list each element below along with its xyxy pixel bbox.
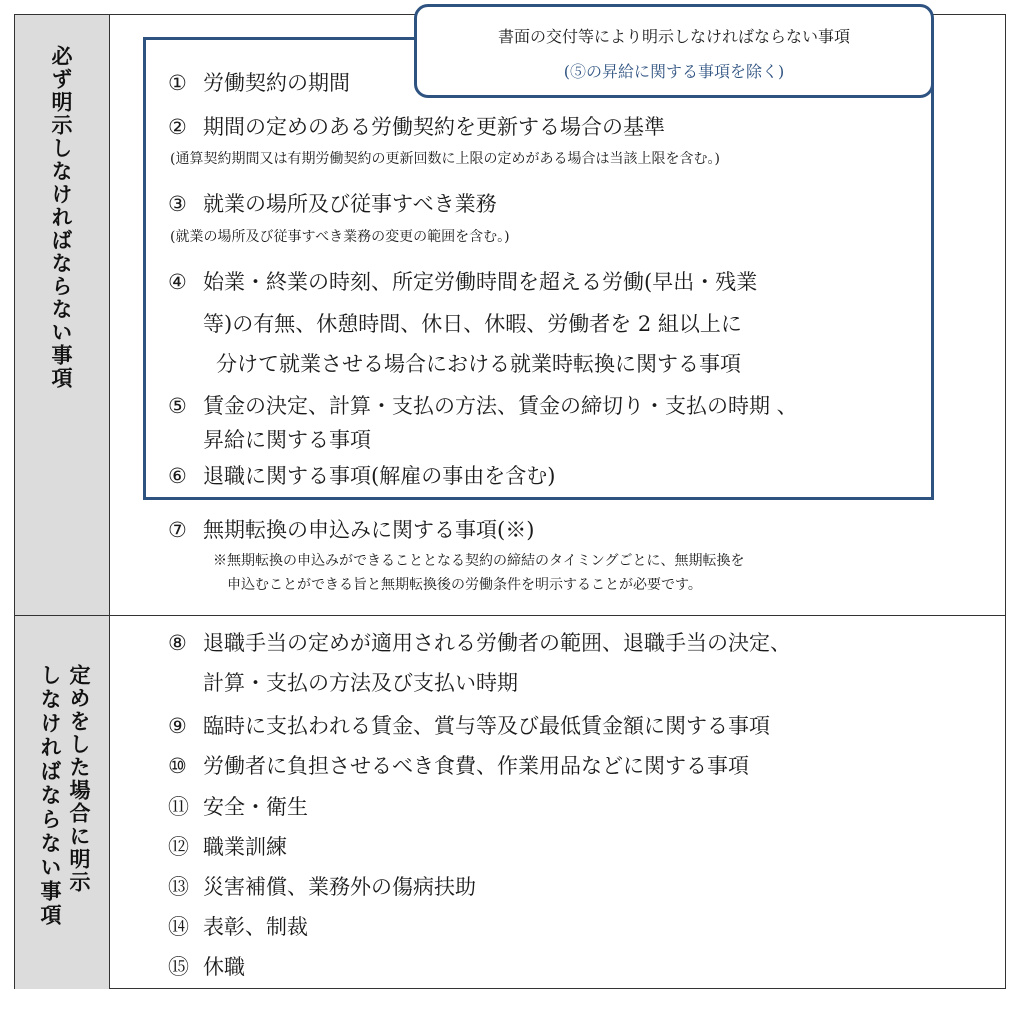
list-item: ⑮ 休職 bbox=[168, 955, 245, 979]
list-item: ⑤ 賃金の決定、計算・支払の方法、賃金の締切り・支払の時期 、 bbox=[168, 394, 798, 418]
item4-continuation-1: 等)の有無、休憩時間、休日、休暇、労働者を 2 組以上に bbox=[203, 312, 742, 336]
list-item: ⑨ 臨時に支払われる賃金、賞与等及び最低賃金額に関する事項 bbox=[168, 714, 770, 738]
list-item: ③ 就業の場所及び従事すべき業務 bbox=[168, 192, 497, 216]
header-cell-conditional bbox=[15, 616, 109, 989]
list-item: ⑪ 安全・衛生 bbox=[168, 795, 308, 819]
note-item7-line2: 申込むことができる旨と無期転換後の労働条件を明示することが必要です。 bbox=[227, 577, 702, 593]
item8-continuation: 計算・支払の方法及び支払い時期 bbox=[203, 671, 518, 695]
item5-continuation: 昇給に関する事項 bbox=[203, 428, 371, 452]
list-item: ⑬ 災害補償、業務外の傷病扶助 bbox=[168, 875, 476, 899]
list-item: ⑭ 表彰、制裁 bbox=[168, 915, 308, 939]
list-item: ⑥ 退職に関する事項(解雇の事由を含む) bbox=[168, 464, 556, 488]
list-item: ⑩ 労働者に負担させるべき食費、作業用品などに関する事項 bbox=[168, 754, 749, 778]
row-divider bbox=[15, 615, 1005, 616]
callout-line2: (⑤の昇給に関する事項を除く) bbox=[563, 62, 785, 81]
list-item: ④ 始業・終業の時刻、所定労働時間を超える労働(早出・残業 bbox=[168, 270, 758, 294]
item4-continuation-2: 分けて就業させる場合における就業時転換に関する事項 bbox=[216, 352, 741, 376]
header-cell-mandatory bbox=[15, 15, 109, 615]
list-item: ① 労働契約の期間 bbox=[168, 71, 350, 95]
callout-line1: 書面の交付等により明示しなければならない事項 bbox=[497, 27, 850, 46]
header-conditional-text-col1: 定めをした場合に明示 bbox=[67, 664, 91, 894]
callout-box bbox=[414, 4, 934, 98]
header-conditional-text-col2: しなければならない事項 bbox=[38, 664, 62, 928]
header-mandatory-text: 必ず明示しなければならない事項 bbox=[49, 45, 73, 390]
list-item: ② 期間の定めのある労働契約を更新する場合の基準 bbox=[168, 115, 665, 139]
note-item3: (就業の場所及び従事すべき業務の変更の範囲を含む。) bbox=[170, 229, 510, 245]
note-item7-line1: ※無期転換の申込みができることとなる契約の締結のタイミングごとに、無期転換を bbox=[213, 553, 745, 569]
list-item: ⑦ 無期転換の申込みに関する事項(※) bbox=[168, 518, 535, 542]
list-item: ⑫ 職業訓練 bbox=[168, 835, 287, 859]
column-divider bbox=[109, 15, 110, 988]
note-item2: (通算契約期間又は有期労働契約の更新回数に上限の定めがある場合は当該上限を含む。) bbox=[170, 151, 720, 167]
list-item: ⑧ 退職手当の定めが適用される労働者の範囲、退職手当の決定、 bbox=[168, 631, 791, 655]
